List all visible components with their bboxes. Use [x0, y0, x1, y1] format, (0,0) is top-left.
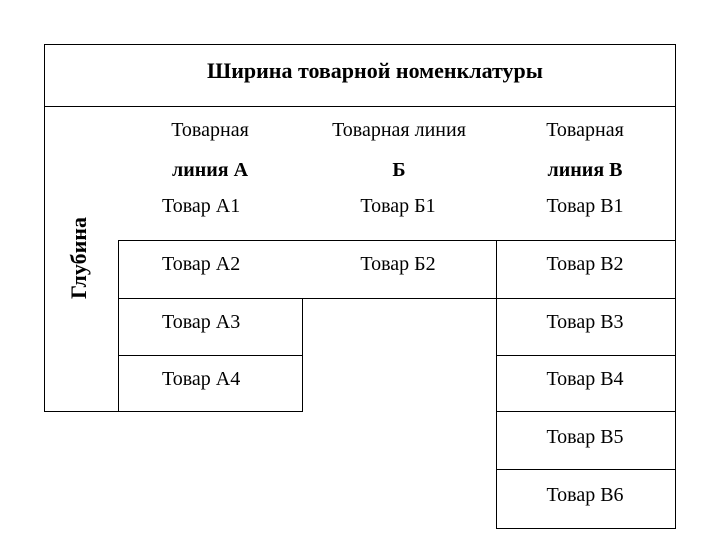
item-a4: Товар А4 [162, 368, 241, 390]
item-a2: Товар А2 [162, 253, 241, 275]
item-c2: Товар В2 [546, 253, 624, 275]
table-title: Ширина товарной номенклатуры [207, 58, 543, 83]
row-5-divider-c [496, 469, 676, 470]
header-line-a-top: Товарная [171, 119, 249, 141]
header-line-b-top: Товарная линия [332, 119, 466, 141]
row-3-divider-c [496, 355, 676, 356]
title-divider [44, 106, 676, 107]
item-c1: Товар В1 [546, 195, 624, 217]
header-line-a-bottom: линия А [171, 159, 249, 181]
item-c5: Товар В5 [546, 426, 624, 448]
outer-border-left [44, 44, 45, 412]
header-line-c-top: Товарная [546, 119, 624, 141]
outer-border-top [44, 44, 676, 45]
column-a-right-border [302, 298, 303, 412]
row-4-divider-a [118, 411, 303, 412]
item-c3: Товар В3 [546, 311, 624, 333]
item-c6: Товар В6 [546, 484, 624, 506]
item-a1: Товар А1 [162, 195, 241, 217]
column-a-left-border [118, 240, 119, 412]
row-3-divider-a [118, 355, 303, 356]
item-b1: Товар Б1 [360, 195, 436, 217]
bottom-border-c [496, 528, 676, 529]
item-a3: Товар А3 [162, 311, 241, 333]
row-4-divider-c [496, 411, 676, 412]
outer-border-right [675, 44, 676, 529]
item-c4: Товар В4 [546, 368, 624, 390]
column-c-left-border [496, 240, 497, 529]
header-line-b-bottom: Б [392, 159, 406, 181]
item-b2: Товар Б2 [360, 253, 436, 275]
depth-label: Глубина [66, 217, 91, 299]
header-line-c-bottom: линия В [547, 159, 623, 181]
row-1-divider [118, 240, 676, 241]
column-a-left-border-lower [44, 411, 119, 412]
row-2-divider [118, 298, 676, 299]
